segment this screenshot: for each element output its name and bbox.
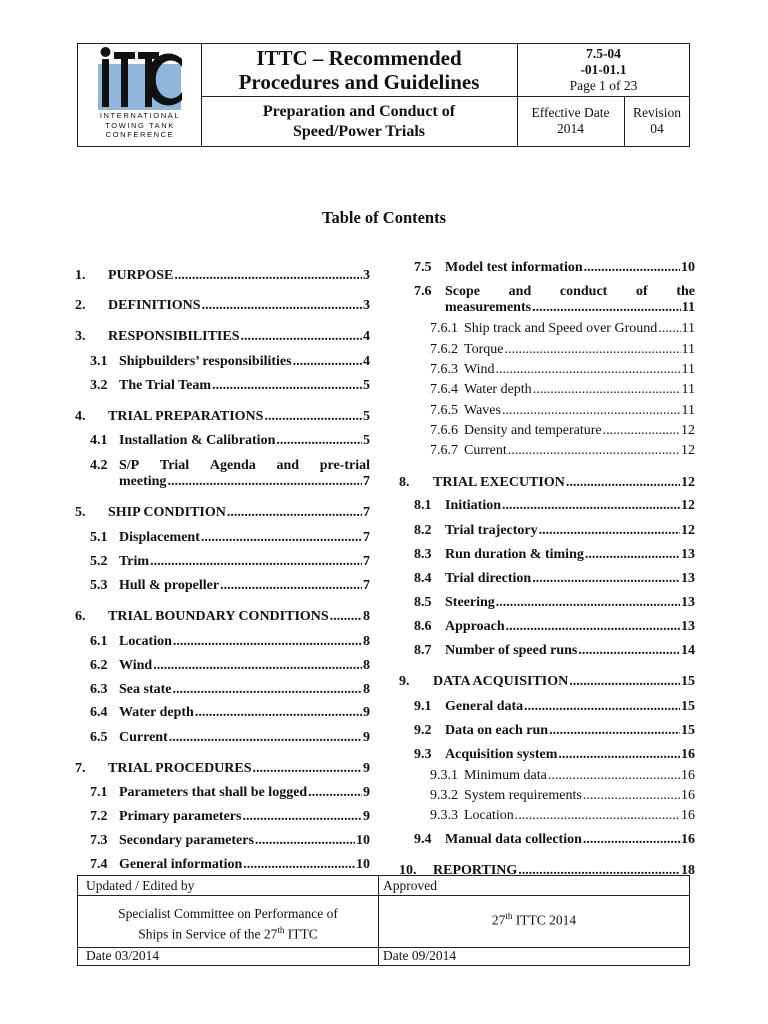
toc-entry-number: 6.5 xyxy=(90,730,108,745)
leader-dots xyxy=(202,298,362,314)
toc-entry-page: 15 xyxy=(681,699,695,714)
toc-entry-number: 8.4 xyxy=(414,571,432,586)
toc-entry-number: 9. xyxy=(399,674,410,689)
toc-entry-title: Number of speed runs xyxy=(445,643,578,658)
toc-entry-number: 8.2 xyxy=(414,523,432,538)
toc-entry-page: 4 xyxy=(363,329,370,344)
toc-entry[interactable] xyxy=(414,643,695,659)
toc-entry-page: 10 xyxy=(356,857,370,872)
approval-table xyxy=(77,875,690,966)
leader-dots xyxy=(227,505,362,521)
document-title: ITTC – Recommended Procedures and Guidelines xyxy=(238,46,480,94)
toc-entry-title-cont: meeting xyxy=(119,474,167,489)
leader-dots xyxy=(150,554,362,570)
toc-entry-page: 10 xyxy=(356,833,370,848)
toc-entry-page: 8 xyxy=(363,658,370,673)
toc-entry-number: 3.1 xyxy=(90,354,108,369)
toc-entry-page: 15 xyxy=(681,674,695,689)
toc-entry[interactable] xyxy=(90,354,370,370)
toc-entry-title: Run duration & timing xyxy=(445,547,584,562)
toc-entry[interactable] xyxy=(414,595,695,611)
toc-entry[interactable] xyxy=(414,260,695,276)
toc-entry-page: 8 xyxy=(363,609,370,624)
toc-entry-title: Density and temperature xyxy=(464,423,602,438)
toc-entry-title: The Trial Team xyxy=(119,378,212,393)
toc-entry-number: 7.6.2 xyxy=(430,342,458,357)
toc-entry[interactable] xyxy=(90,378,370,394)
toc-title: Table of Contents xyxy=(321,208,447,227)
toc-entry-page: 15 xyxy=(681,723,695,738)
toc-entry-page: 13 xyxy=(681,571,695,586)
leader-dots xyxy=(502,498,680,514)
toc-entry-number: 8.6 xyxy=(414,619,432,634)
leader-dots xyxy=(585,547,680,563)
toc-entry[interactable] xyxy=(90,833,370,849)
leader-dots xyxy=(583,832,680,848)
toc-entry[interactable] xyxy=(430,768,695,784)
leader-dots xyxy=(330,609,362,625)
toc-entry[interactable] xyxy=(75,329,370,345)
leader-dots xyxy=(169,730,362,746)
revision: Revision 04 xyxy=(632,105,681,136)
leader-dots xyxy=(532,571,680,587)
toc-entry-title: Trim xyxy=(119,554,150,569)
toc-entry-number: 9.1 xyxy=(414,699,432,714)
toc-entry-number: 9.3.3 xyxy=(430,808,458,823)
editing-committee: Specialist Committee on Performance of Ships in Service of the 27th ITTC xyxy=(118,906,338,942)
leader-dots xyxy=(524,699,680,715)
toc-entry-title: Waves xyxy=(464,403,501,418)
toc-entry-page: 11 xyxy=(681,403,695,418)
approving-body: 27th ITTC 2014 xyxy=(491,911,577,928)
toc-entry[interactable] xyxy=(430,423,695,439)
toc-entry-number: 7.3 xyxy=(90,833,108,848)
toc-entry-page: 11 xyxy=(681,342,695,357)
leader-dots xyxy=(308,785,362,801)
page-info: Page 1 of 23 xyxy=(569,78,638,93)
toc-entry-page: 7 xyxy=(363,474,370,489)
toc-entry-title: PURPOSE xyxy=(108,268,174,283)
toc-entry[interactable] xyxy=(90,578,370,594)
leader-dots xyxy=(658,321,680,337)
toc-entry-title: Torque xyxy=(464,342,504,357)
toc-entry-page: 7 xyxy=(363,554,370,569)
toc-entry-title: Hull & propeller xyxy=(119,578,220,593)
toc-entry[interactable] xyxy=(414,523,695,539)
toc-entry[interactable] xyxy=(75,505,370,521)
leader-dots xyxy=(603,423,680,439)
toc-entry-number: 6. xyxy=(75,609,86,624)
toc-entry-title: Location xyxy=(119,634,172,649)
toc-entry-page: 13 xyxy=(681,619,695,634)
toc-entry-page: 12 xyxy=(681,498,695,513)
toc-entry-number: 2. xyxy=(75,298,86,313)
toc-entry-title: System requirements xyxy=(464,788,582,803)
leader-dots xyxy=(255,833,355,849)
toc-entry-page: 9 xyxy=(363,809,370,824)
toc-entry-page: 16 xyxy=(681,768,695,783)
toc-entry-page: 11 xyxy=(681,321,695,336)
toc-entry-number: 7.6.5 xyxy=(430,403,458,418)
toc-entry[interactable] xyxy=(414,571,695,587)
toc-entry-page: 3 xyxy=(363,268,370,283)
toc-entry-page: 12 xyxy=(681,443,695,458)
toc-entry[interactable] xyxy=(75,409,370,425)
toc-entry-number: 7.6.7 xyxy=(430,443,458,458)
toc-entry-page: 16 xyxy=(681,808,695,823)
toc-entry-page: 10 xyxy=(681,260,695,275)
toc-entry-number: 5.2 xyxy=(90,554,108,569)
toc-entry-page: 8 xyxy=(363,634,370,649)
toc-entry-number: 8.3 xyxy=(414,547,432,562)
toc-entry-page: 5 xyxy=(363,409,370,424)
document-number: 7.5-04 -01-01.1 Page 1 of 23 xyxy=(517,46,690,94)
toc-entry-title: Parameters that shall be logged xyxy=(119,785,308,800)
leader-dots xyxy=(506,619,680,635)
toc-entry[interactable] xyxy=(90,705,370,721)
toc-entry[interactable] xyxy=(90,658,370,674)
toc-entry-number: 6.4 xyxy=(90,705,108,720)
toc-entry-title: DEFINITIONS xyxy=(108,298,201,313)
toc-entry-title: Primary parameters xyxy=(119,809,242,824)
toc-entry[interactable] xyxy=(399,475,695,491)
toc-entry-page: 16 xyxy=(681,788,695,803)
toc-entry-title: TRIAL BOUNDARY CONDITIONS xyxy=(108,609,329,624)
leader-dots xyxy=(502,403,681,419)
toc-entry-title: Manual data collection xyxy=(445,832,582,847)
toc-entry-page: 12 xyxy=(681,423,695,438)
leader-dots xyxy=(174,268,362,284)
toc-entry-title: Current xyxy=(119,730,168,745)
toc-entry-number: 7.6.1 xyxy=(430,321,458,336)
toc-entry[interactable] xyxy=(414,547,695,563)
toc-entry-page: 7 xyxy=(363,578,370,593)
toc-entry-number: 7.2 xyxy=(90,809,108,824)
leader-dots xyxy=(533,382,681,398)
toc-entry-page: 13 xyxy=(681,595,695,610)
effective-date: Effective Date 2014 xyxy=(531,105,610,136)
toc-entry-title: Installation & Calibration xyxy=(119,433,276,448)
date-updated: Date 03/2014 xyxy=(86,948,160,963)
toc-entry-title: Location xyxy=(464,808,514,823)
toc-entry[interactable] xyxy=(90,857,370,873)
toc-entry-number: 8.1 xyxy=(414,498,432,513)
leader-dots xyxy=(496,595,680,611)
toc-entry[interactable] xyxy=(430,342,695,358)
toc-entry[interactable] xyxy=(75,609,370,625)
toc-entry-number: 1. xyxy=(75,268,86,283)
toc-entry-page: 9 xyxy=(363,761,370,776)
toc-entry-title: Trial direction xyxy=(445,571,532,586)
toc-entry[interactable] xyxy=(90,682,370,698)
toc-entry-title: Acquisition system xyxy=(445,747,558,762)
toc-entry-title: Current xyxy=(464,443,507,458)
toc-entry-number: 3. xyxy=(75,329,86,344)
toc-entry-number: 9.2 xyxy=(414,723,432,738)
toc-entry[interactable] xyxy=(90,730,370,746)
toc-entry[interactable] xyxy=(90,458,370,490)
toc-entry[interactable] xyxy=(430,362,695,378)
toc-entry-page: 3 xyxy=(363,298,370,313)
toc-entry-number: 6.3 xyxy=(90,682,108,697)
leader-dots xyxy=(583,788,680,804)
leader-dots xyxy=(549,723,680,739)
toc-entry[interactable] xyxy=(75,268,370,284)
toc-entry-title: Wind xyxy=(464,362,495,377)
toc-entry-number: 9.3 xyxy=(414,747,432,762)
toc-entry-page: 4 xyxy=(363,354,370,369)
leader-dots xyxy=(173,634,362,650)
ittc-logo xyxy=(78,44,201,147)
toc-entry-number: 7.5 xyxy=(414,260,432,275)
toc-entry-page: 5 xyxy=(363,433,370,448)
toc-entry[interactable] xyxy=(75,298,370,314)
toc-entry-page: 14 xyxy=(681,643,695,658)
toc-entry-number: 9.3.1 xyxy=(430,768,458,783)
toc-entry-page: 5 xyxy=(363,378,370,393)
leader-dots xyxy=(264,409,362,425)
toc-entry-number: 5. xyxy=(75,505,86,520)
toc-entry[interactable] xyxy=(399,674,695,690)
toc-entry-page: 9 xyxy=(363,705,370,720)
toc-entry-title: Trial trajectory xyxy=(445,523,538,538)
toc-entry[interactable] xyxy=(430,382,695,398)
toc-entry-page: 16 xyxy=(681,747,695,762)
ittc-logo-icon xyxy=(78,44,201,114)
toc-entry-title: Ship track and Speed over Ground xyxy=(464,321,658,336)
toc-entry-number: 3.2 xyxy=(90,378,108,393)
document-subtitle: Preparation and Conduct of Speed/Power Trials xyxy=(262,103,456,140)
toc-entry-title: Wind xyxy=(119,658,153,673)
toc-entry-number: 4. xyxy=(75,409,86,424)
toc-entry-title: Scope and conduct of the xyxy=(445,284,695,299)
leader-dots xyxy=(173,682,363,698)
toc-entry-title: General data xyxy=(445,699,524,714)
toc-entry[interactable] xyxy=(414,498,695,514)
toc-entry-page: 9 xyxy=(363,785,370,800)
toc-entry[interactable] xyxy=(414,747,695,763)
toc-entry[interactable] xyxy=(414,284,695,316)
toc-entry[interactable] xyxy=(90,785,370,801)
toc-entry-title: Sea state xyxy=(119,682,172,697)
toc-entry-number: 7.4 xyxy=(90,857,108,872)
toc-entry-page: 7 xyxy=(363,530,370,545)
leader-dots xyxy=(241,329,362,345)
toc-entry[interactable] xyxy=(75,761,370,777)
toc-entry[interactable] xyxy=(430,443,695,459)
toc-entry-page: 11 xyxy=(681,382,695,397)
document-header xyxy=(77,43,690,147)
toc-entry[interactable] xyxy=(414,699,695,715)
toc-entry-number: 6.2 xyxy=(90,658,108,673)
date-approved: Date 09/2014 xyxy=(383,948,457,963)
toc-entry[interactable] xyxy=(90,554,370,570)
toc-entry-number: 10. xyxy=(399,863,417,878)
approved-label: Approved xyxy=(383,878,437,893)
leader-dots xyxy=(515,808,680,824)
toc-entry-title: DATA ACQUISITION xyxy=(433,674,569,689)
leader-dots xyxy=(201,530,362,546)
toc-entry-number: 9.3.2 xyxy=(430,788,458,803)
leader-dots xyxy=(569,674,680,690)
leader-dots xyxy=(558,747,680,763)
leader-dots xyxy=(539,523,680,539)
toc-entry-title: REPORTING xyxy=(433,863,518,878)
toc-entry[interactable] xyxy=(90,530,370,546)
toc-entry-number: 8.5 xyxy=(414,595,432,610)
toc-entry-page: 11 xyxy=(681,362,695,377)
toc-entry-number: 5.3 xyxy=(90,578,108,593)
toc-entry-number: 9.4 xyxy=(414,832,432,847)
toc-entry[interactable] xyxy=(430,788,695,804)
leader-dots xyxy=(504,342,680,358)
toc-entry-title: Minimum data xyxy=(464,768,547,783)
toc-entry-title: Initiation xyxy=(445,498,502,513)
leader-dots xyxy=(293,354,362,370)
leader-dots xyxy=(212,378,362,394)
toc-entry-title: Water depth xyxy=(119,705,194,720)
leader-dots xyxy=(276,433,362,449)
toc-entry[interactable] xyxy=(90,809,370,825)
toc-entry-title: S/P Trial Agenda and pre-trial xyxy=(119,458,370,473)
leader-dots xyxy=(496,362,681,378)
toc-entry-page: 8 xyxy=(363,682,370,697)
leader-dots xyxy=(220,578,362,594)
leader-dots xyxy=(566,475,680,491)
toc-entry-number: 7.6 xyxy=(414,284,432,299)
toc-entry[interactable] xyxy=(414,619,695,635)
toc-entry-title: Approach xyxy=(445,619,505,634)
toc-entry-page: 13 xyxy=(681,547,695,562)
toc-entry-title: TRIAL PREPARATIONS xyxy=(108,409,264,424)
toc-entry-number: 4.2 xyxy=(90,458,108,473)
toc-entry-number: 6.1 xyxy=(90,634,108,649)
toc-entry-number: 7. xyxy=(75,761,86,776)
leader-dots xyxy=(253,761,362,777)
leader-dots xyxy=(532,300,681,316)
updated-label: Updated / Edited by xyxy=(86,878,195,893)
leader-dots xyxy=(508,443,680,459)
leader-dots xyxy=(578,643,680,659)
toc-entry[interactable] xyxy=(414,723,695,739)
leader-dots xyxy=(167,474,362,490)
toc-entry-page: 9 xyxy=(363,730,370,745)
toc-entry-title-cont: measurements xyxy=(445,300,532,315)
toc-entry-title: RESPONSIBILITIES xyxy=(108,329,240,344)
toc-entry-title: SHIP CONDITION xyxy=(108,505,226,520)
leader-dots xyxy=(195,705,362,721)
toc-entry-title: Water depth xyxy=(464,382,532,397)
toc-entry-title: Secondary parameters xyxy=(119,833,254,848)
toc-entry-page: 12 xyxy=(681,475,695,490)
toc-entry-title: Model test information xyxy=(445,260,583,275)
toc-entry-page: 18 xyxy=(681,863,695,878)
logo-text: INTERNATIONAL TOWING TANK CONFERENCE xyxy=(99,111,181,139)
toc-entry[interactable] xyxy=(430,808,695,824)
leader-dots xyxy=(584,260,680,276)
toc-entry-number: 7.6.3 xyxy=(430,362,458,377)
toc-entry[interactable] xyxy=(90,433,370,449)
toc-entry-title: Shipbuilders’ responsibilities xyxy=(119,354,292,369)
leader-dots xyxy=(153,658,362,674)
toc-entry-title: Data on each run xyxy=(445,723,549,738)
toc-entry-number: 7.6.6 xyxy=(430,423,458,438)
toc-entry[interactable] xyxy=(414,832,695,848)
toc-entry-title: TRIAL PROCEDURES xyxy=(108,761,252,776)
toc-entry-page: 11 xyxy=(681,300,695,315)
leader-dots xyxy=(242,809,362,825)
toc-entry-title: TRIAL EXECUTION xyxy=(433,475,565,490)
toc-entry-number: 4.1 xyxy=(90,433,108,448)
toc-entry-title: Steering xyxy=(445,595,495,610)
leader-dots xyxy=(243,857,355,873)
toc-entry-number: 7.6.4 xyxy=(430,382,458,397)
toc-entry[interactable] xyxy=(430,321,695,337)
leader-dots xyxy=(548,768,680,784)
toc-entry-page: 12 xyxy=(681,523,695,538)
toc-entry-number: 8. xyxy=(399,475,410,490)
toc-entry[interactable] xyxy=(90,634,370,650)
toc-entry[interactable] xyxy=(430,403,695,419)
toc-entry-page: 16 xyxy=(681,832,695,847)
toc-entry-title: Displacement xyxy=(119,530,200,545)
toc-entry-number: 5.1 xyxy=(90,530,108,545)
toc-entry-number: 7.1 xyxy=(90,785,108,800)
toc-entry-page: 7 xyxy=(363,505,370,520)
toc-entry-title: General information xyxy=(119,857,243,872)
toc-entry-number: 8.7 xyxy=(414,643,432,658)
